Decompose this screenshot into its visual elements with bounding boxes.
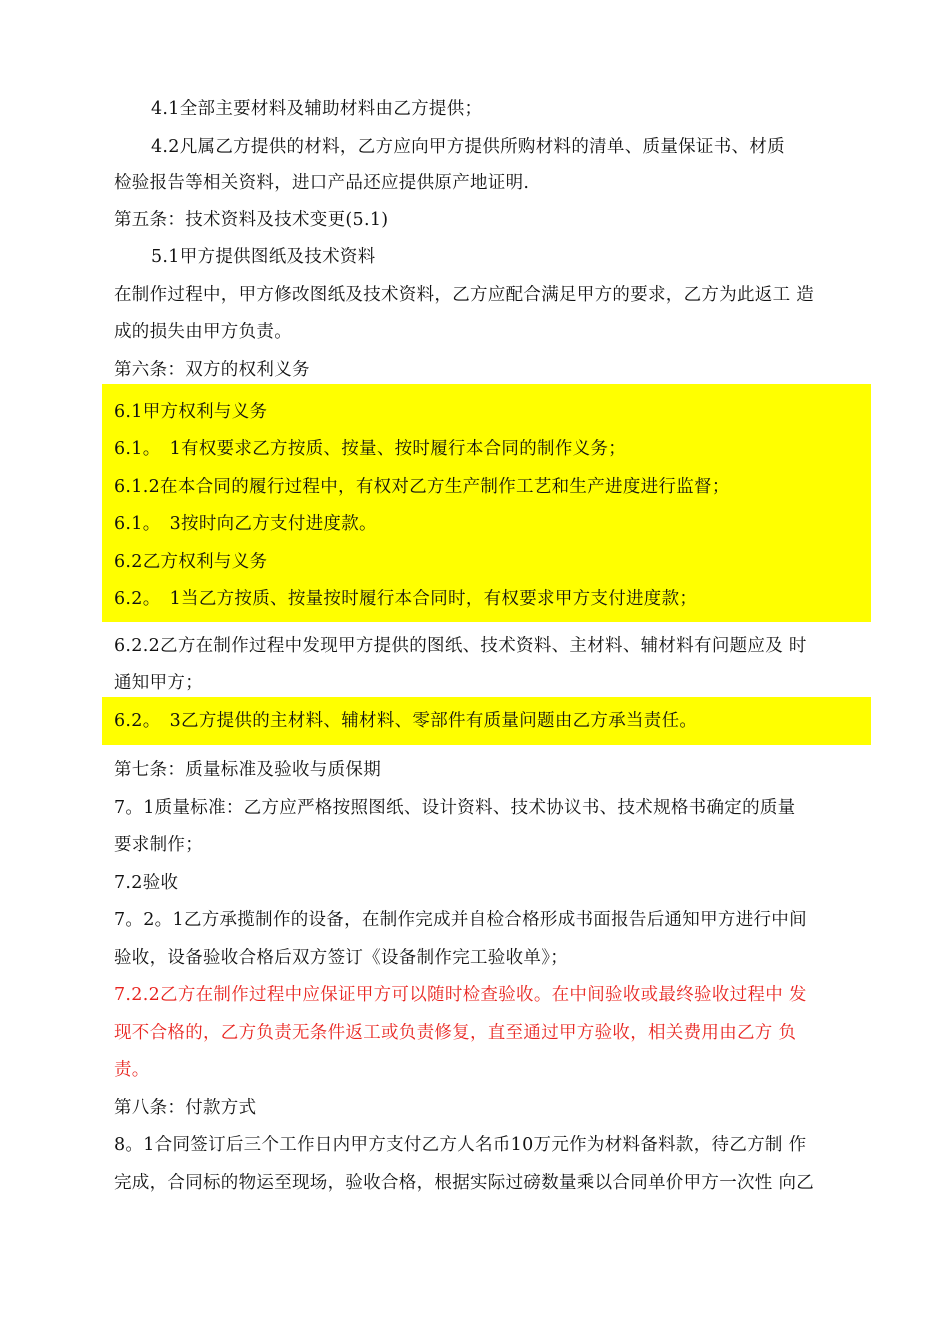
clause-6-2-3: 6.2。 3乙方提供的主材料、辅材料、零部件有质量问题由乙方承当责任。 — [114, 711, 698, 731]
article-8-heading: 第八条：付款方式 — [114, 1098, 257, 1118]
article-6-heading: 第六条：双方的权利义务 — [114, 360, 310, 380]
clause-4-2-cont: 检验报告等相关资料，进口产品还应提供原产地证明. — [114, 173, 530, 193]
highlight-block-6 — [102, 384, 871, 622]
clause-6-1-2: 6.1.2在本合同的履行过程中，有权对乙方生产制作工艺和生产进度进行监督； — [114, 477, 730, 497]
clause-7-2-1: 7。2。1乙方承揽制作的设备，在制作完成并自检合格形成书面报告后通知甲方进行中间 — [114, 910, 807, 930]
clause-7-2: 7.2验收 — [114, 873, 179, 893]
clause-6-2-2: 6.2.2乙方在制作过程中发现甲方提供的图纸、技术资料、主材料、辅材料有问题应及 时 — [114, 636, 807, 656]
clause-7-2-2-end: 责。 — [114, 1060, 150, 1080]
clause-7-2-2: 7.2.2乙方在制作过程中应保证甲方可以随时检查验收。在中间验收或最终验收过程中 发 — [114, 985, 807, 1005]
clause-5-1: 5.1甲方提供图纸及技术资料 — [151, 247, 376, 267]
clause-6-2: 6.2乙方权利与义务 — [114, 552, 268, 572]
highlight-clause-6-2-3 — [102, 697, 871, 745]
clause-7-1: 7。1质量标准：乙方应严格按照图纸、设计资料、技术协议书、技术规格书确定的质量 — [114, 798, 796, 818]
clause-5-1-body-cont: 成的损失由甲方负责。 — [114, 322, 292, 342]
clause-6-1-3: 6.1。 3按时向乙方支付进度款。 — [114, 514, 377, 534]
clause-7-1-cont: 要求制作； — [114, 835, 203, 855]
clause-4-1: 4.1全部主要材料及辅助材料由乙方提供； — [151, 99, 483, 119]
clause-8-1-cont: 完成，合同标的物运至现场，验收合格，根据实际过磅数量乘以合同单价甲方一次性 向乙 — [114, 1173, 815, 1193]
article-7-heading: 第七条：质量标准及验收与质保期 — [114, 760, 381, 780]
article-5-heading: 第五条：技术资料及技术变更(5.1) — [114, 210, 389, 230]
clause-6-2-2-cont: 通知甲方； — [114, 673, 203, 693]
clause-6-1-1: 6.1。 1有权要求乙方按质、按量、按时履行本合同的制作义务； — [114, 439, 627, 459]
clause-6-1: 6.1甲方权利与义务 — [114, 402, 268, 422]
clause-8-1: 8。1合同签订后三个工作日内甲方支付乙方人名币10万元作为材料备料款，待乙方制 作 — [114, 1135, 807, 1155]
clause-6-2-1: 6.2。 1当乙方按质、按量按时履行本合同时，有权要求甲方支付进度款； — [114, 589, 698, 609]
clause-7-2-2-cont: 现不合格的，乙方负责无条件返工或负责修复，直至通过甲方验收，相关费用由乙方 负 — [114, 1023, 797, 1043]
clause-4-2: 4.2凡属乙方提供的材料，乙方应向甲方提供所购材料的清单、质量保证书、材质 — [151, 137, 785, 157]
clause-5-1-body: 在制作过程中，甲方修改图纸及技术资料，乙方应配合满足甲方的要求，乙方为此返工 造 — [114, 285, 815, 305]
clause-7-2-1-cont: 验收，设备验收合格后双方签订《设备制作完工验收单》； — [114, 948, 569, 968]
